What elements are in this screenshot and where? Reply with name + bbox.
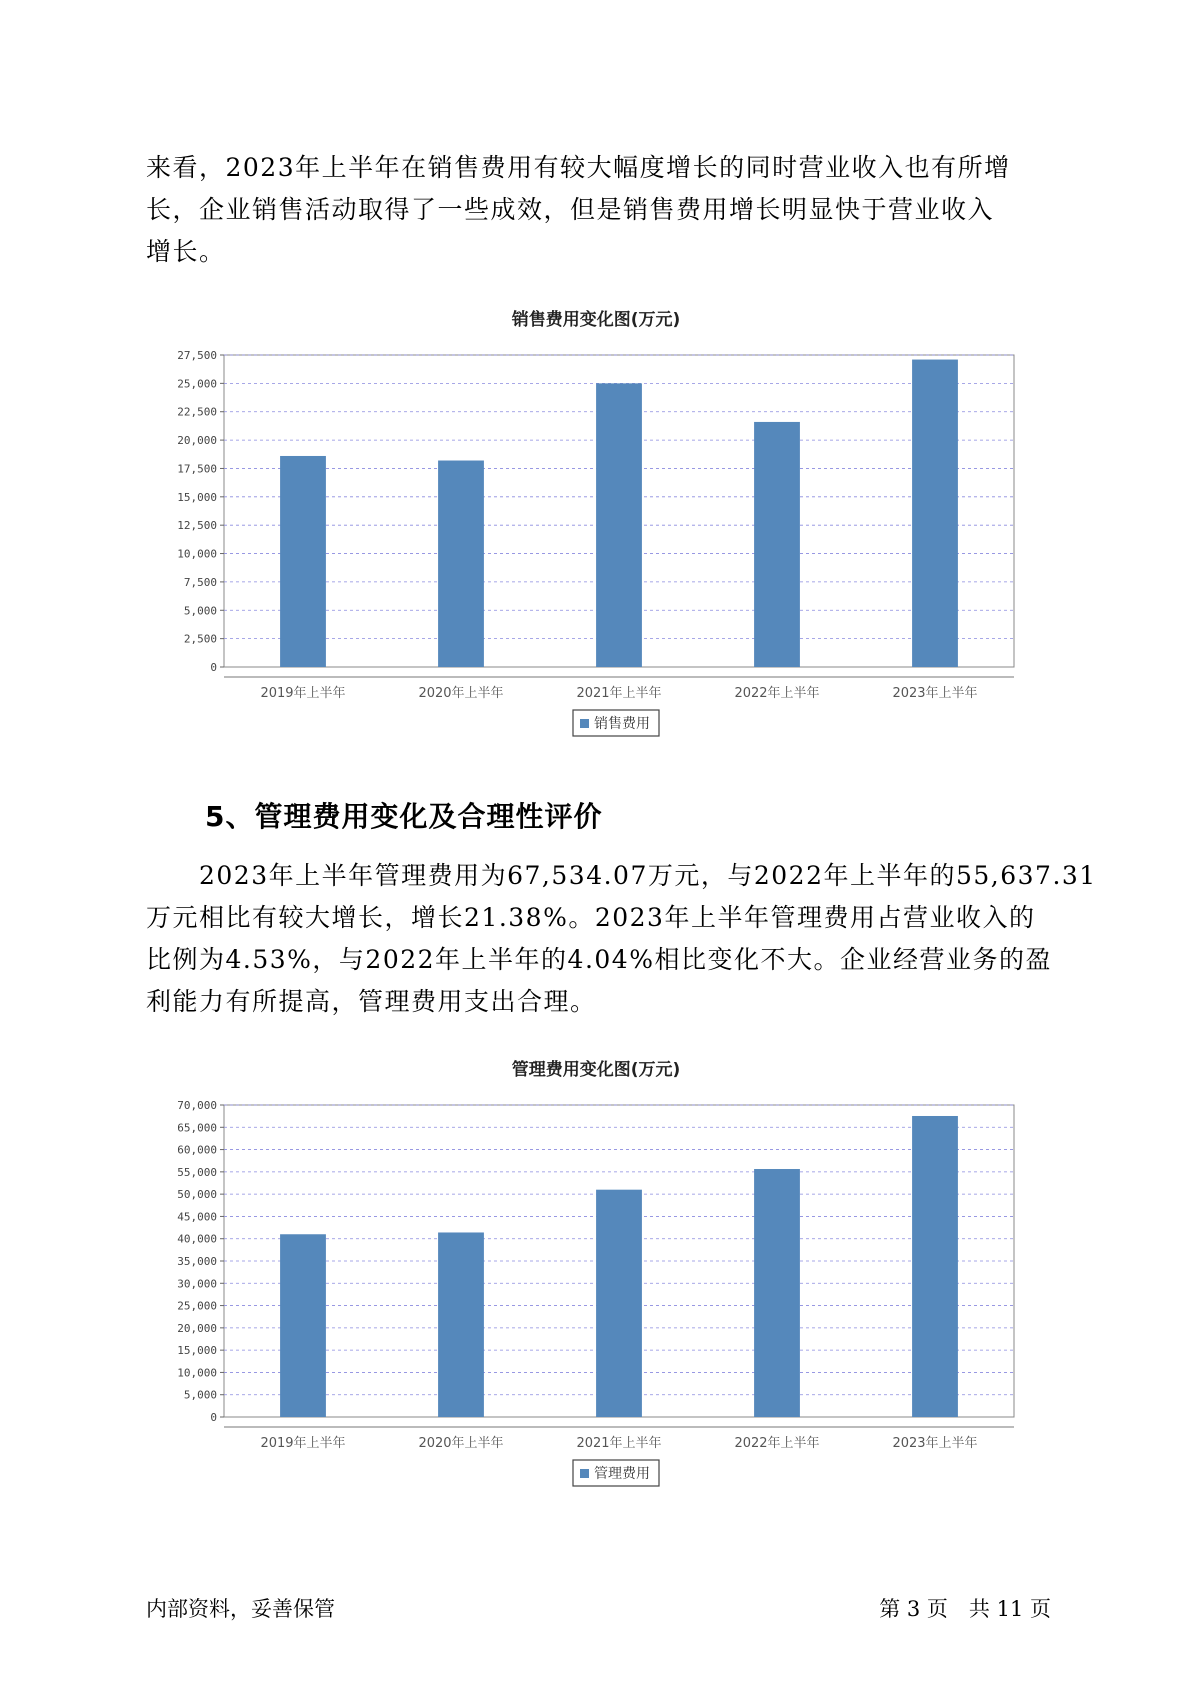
y-tick-label: 50,000 bbox=[177, 1188, 217, 1202]
y-tick-label: 12,500 bbox=[177, 519, 217, 533]
y-tick-label: 10,000 bbox=[177, 1366, 217, 1380]
section-heading: 5、管理费用变化及合理性评价 bbox=[205, 800, 603, 833]
x-tick-label: 2021年上半年 bbox=[576, 686, 662, 701]
bar bbox=[912, 1116, 958, 1417]
y-tick-label: 0 bbox=[210, 661, 217, 674]
x-tick-label: 2019年上半年 bbox=[260, 686, 346, 701]
intro-line: 长，企业销售活动取得了一些成效，但是销售费用增长明显快于营业收入 bbox=[146, 195, 995, 224]
y-tick-label: 20,000 bbox=[177, 434, 217, 448]
y-tick-label: 5,000 bbox=[183, 1388, 217, 1402]
mgmt-line: 2023年上半年管理费用为67,534.07万元，与2022年上半年的55,637.31 bbox=[146, 861, 1097, 890]
legend-label: 管理费用 bbox=[594, 1466, 650, 1482]
mgmt-line: 比例为4.53%，与2022年上半年的4.04%相比变化不大。企业经营业务的盈 bbox=[146, 945, 1052, 974]
y-tick-label: 65,000 bbox=[177, 1121, 217, 1135]
x-tick-label: 2022年上半年 bbox=[734, 686, 820, 701]
sales-expense-chart-svg bbox=[146, 305, 1046, 765]
legend-swatch bbox=[580, 719, 589, 728]
bar bbox=[596, 1190, 642, 1417]
y-tick-label: 25,000 bbox=[177, 1299, 217, 1313]
x-tick-label: 2020年上半年 bbox=[418, 686, 504, 701]
legend bbox=[573, 710, 659, 736]
intro-line: 增长。 bbox=[146, 237, 226, 266]
y-tick-label: 40,000 bbox=[177, 1232, 217, 1246]
y-tick-label: 17,500 bbox=[177, 462, 217, 476]
legend-label: 销售费用 bbox=[594, 716, 650, 732]
bar bbox=[912, 360, 958, 667]
y-tick-label: 15,000 bbox=[177, 490, 217, 504]
legend bbox=[573, 1460, 659, 1486]
x-tick-label: 2023年上半年 bbox=[892, 1436, 978, 1451]
y-tick-label: 27,500 bbox=[177, 349, 217, 362]
x-tick-label: 2020年上半年 bbox=[418, 1436, 504, 1451]
footer-confidential-note: 内部资料，妥善保管 bbox=[146, 1597, 335, 1621]
mgmt-paragraph bbox=[146, 855, 1097, 1023]
y-tick-label: 55,000 bbox=[177, 1165, 217, 1179]
x-tick-label: 2022年上半年 bbox=[734, 1436, 820, 1451]
footer-page-number: 第 3 页 共 11 页 bbox=[879, 1597, 1051, 1621]
y-tick-label: 5,000 bbox=[183, 604, 217, 618]
y-tick-label: 45,000 bbox=[177, 1210, 217, 1224]
bar bbox=[596, 383, 642, 667]
mgmt-expense-chart-svg bbox=[146, 1055, 1046, 1515]
chart-title: 管理费用变化图(万元) bbox=[511, 1060, 681, 1080]
sales-expense-chart bbox=[146, 305, 1046, 765]
mgmt-expense-chart bbox=[146, 1055, 1046, 1515]
bar bbox=[438, 461, 484, 667]
y-tick-label: 15,000 bbox=[177, 1344, 217, 1358]
y-tick-label: 30,000 bbox=[177, 1277, 217, 1291]
x-tick-label: 2023年上半年 bbox=[892, 686, 978, 701]
y-tick-label: 60,000 bbox=[177, 1143, 217, 1157]
bar bbox=[438, 1232, 484, 1417]
y-tick-label: 35,000 bbox=[177, 1255, 217, 1268]
intro-line: 来看，2023年上半年在销售费用有较大幅度增长的同时营业收入也有所增 bbox=[146, 153, 1011, 182]
y-tick-label: 0 bbox=[210, 1411, 217, 1424]
y-tick-label: 25,000 bbox=[177, 377, 217, 391]
chart-title: 销售费用变化图(万元) bbox=[511, 310, 681, 330]
mgmt-line: 利能力有所提高，管理费用支出合理。 bbox=[146, 987, 597, 1016]
intro-paragraph bbox=[146, 147, 1058, 273]
bar bbox=[754, 1169, 800, 1417]
bar bbox=[754, 422, 800, 667]
legend-swatch bbox=[580, 1469, 589, 1478]
bar bbox=[280, 1234, 326, 1417]
y-tick-label: 20,000 bbox=[177, 1321, 217, 1335]
y-tick-label: 22,500 bbox=[177, 405, 217, 419]
x-tick-label: 2019年上半年 bbox=[260, 1436, 346, 1451]
bar bbox=[280, 456, 326, 667]
x-tick-label: 2021年上半年 bbox=[576, 1436, 662, 1451]
y-tick-label: 7,500 bbox=[183, 575, 217, 589]
y-tick-label: 2,500 bbox=[183, 632, 217, 646]
mgmt-line: 万元相比有较大增长，增长21.38%。2023年上半年管理费用占营业收入的 bbox=[146, 903, 1036, 932]
y-tick-label: 70,000 bbox=[177, 1099, 217, 1112]
y-tick-label: 10,000 bbox=[177, 547, 217, 561]
